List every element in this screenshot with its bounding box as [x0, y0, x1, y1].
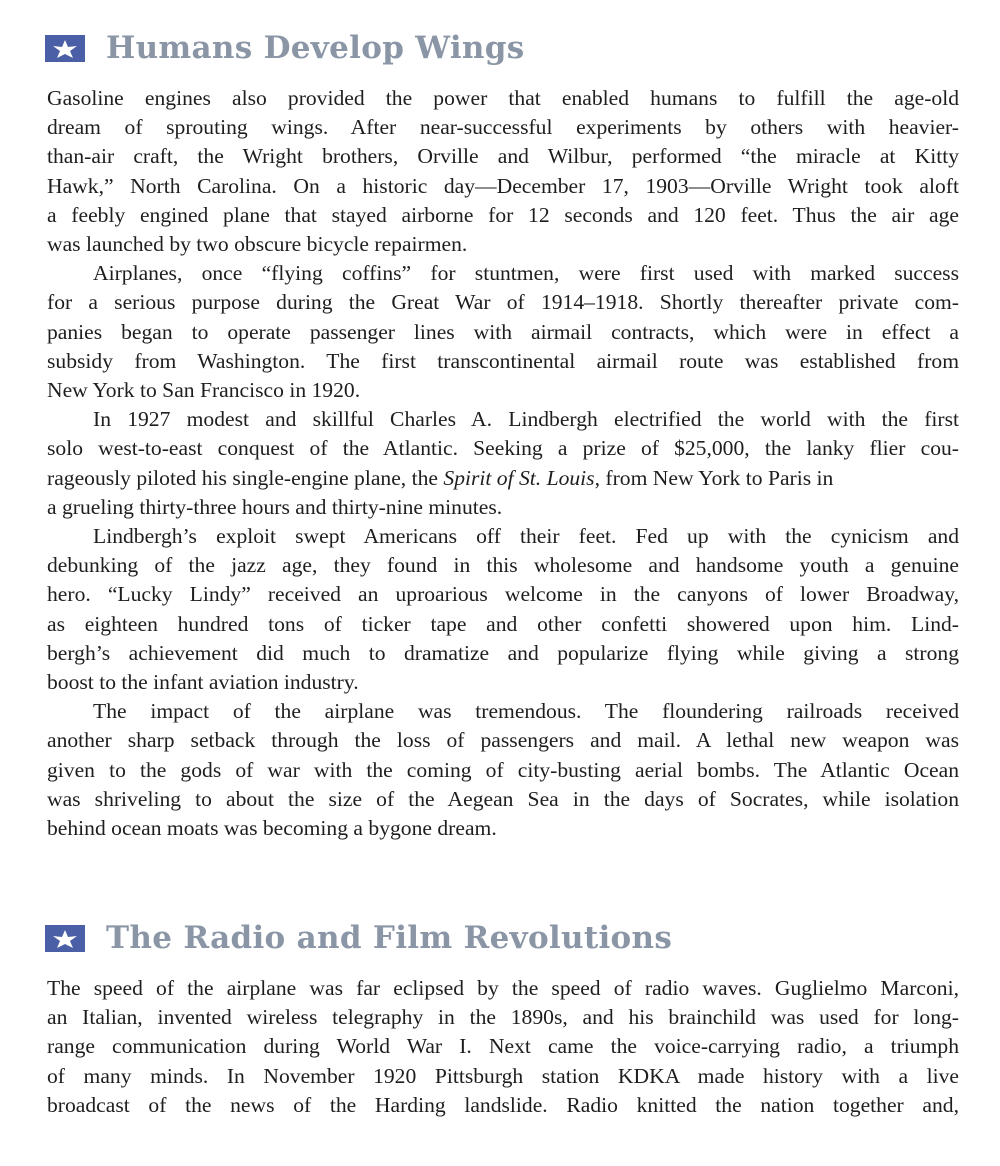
- paragraph: [47, 84, 959, 259]
- text-line: behind ocean moats was becoming a bygone dream.: [47, 816, 497, 841]
- text-line: given to the gods of war with the coming of city-busting aerial bombs. The Atlantic Ocean: [47, 757, 959, 782]
- text-line: hero. “Lucky Lindy” received an uproarious welcome in the canyons of lower Broadway,: [47, 582, 959, 607]
- text-segment: , from New York to Paris in: [594, 465, 834, 490]
- text-line: New York to San Francisco in 1920.: [47, 378, 361, 403]
- text-line: a feebly engined plane that stayed airborne for 12 seconds and 120 feet. Thus the air age: [47, 202, 959, 227]
- section-heading-humans-develop-wings: [45, 30, 525, 66]
- text-line: was launched by two obscure bicycle repairmen.: [47, 232, 468, 257]
- text-line: panies began to operate passenger lines with airmail contracts, which were in effect a: [47, 319, 959, 344]
- star-icon: [45, 925, 85, 952]
- text-line: Airplanes, once “flying coffins” for stuntmen, were first used with marked success: [93, 261, 959, 286]
- section-body-radio-and-film: [47, 974, 959, 1120]
- text-line: range communication during World War I. Next came the voice-carrying radio, a triumph: [47, 1034, 959, 1059]
- text-segment: rageously piloted his single-engine plane, the: [47, 465, 444, 490]
- text-line: Lindbergh’s exploit swept Americans off their feet. Fed up with the cynicism and: [93, 524, 959, 549]
- star-icon: [45, 35, 85, 62]
- text-line: In 1927 modest and skillful Charles A. Lindbergh electrified the world with the first: [93, 407, 959, 432]
- text-line: The impact of the airplane was tremendous. The floundering railroads received: [93, 699, 959, 724]
- text-line: an Italian, invented wireless telegraphy in the 1890s, and his brainchild was used for long-: [47, 1005, 959, 1030]
- text-line: a grueling thirty-three hours and thirty-nine minutes.: [47, 494, 503, 519]
- text-line: of many minds. In November 1920 Pittsburgh station KDKA made history with a live: [47, 1063, 959, 1088]
- paragraph: [47, 259, 959, 405]
- text-line-with-italic: [47, 464, 959, 493]
- text-line: another sharp setback through the loss of passengers and mail. A lethal new weapon was: [47, 728, 959, 753]
- text-line: subsidy from Washington. The first transcontinental airmail route was established from: [47, 348, 959, 373]
- text-line: solo west-to-east conquest of the Atlantic. Seeking a prize of $25,000, the lanky flier cou-: [47, 436, 959, 461]
- paragraph: [47, 405, 959, 522]
- paragraph: [47, 522, 959, 697]
- text-line: as eighteen hundred tons of ticker tape and other confetti showered upon him. Lind-: [47, 611, 959, 636]
- text-line: broadcast of the news of the Harding landslide. Radio knitted the nation together and,: [47, 1092, 959, 1117]
- text-line: dream of sprouting wings. After near-successful experiments by others with heavier-: [47, 115, 959, 140]
- text-line: Gasoline engines also provided the power that enabled humans to fulfill the age-old: [47, 86, 959, 110]
- text-line: The speed of the airplane was far eclipsed by the speed of radio waves. Guglielmo Marconi,: [47, 976, 959, 1000]
- text-line: was shriveling to about the size of the Aegean Sea in the days of Socrates, while isolation: [47, 786, 959, 811]
- section-heading-radio-and-film: [45, 920, 673, 956]
- text-line: for a serious purpose during the Great War of 1914–1918. Shortly thereafter private com-: [47, 290, 959, 315]
- paragraph: [47, 974, 959, 1120]
- text-line: debunking of the jazz age, they found in this wholesome and handsome youth a genuine: [47, 553, 959, 578]
- text-line: bergh’s achievement did much to dramatize and popularize flying while giving a strong: [47, 640, 959, 665]
- section-body-humans-develop-wings: [47, 84, 959, 843]
- paragraph: [47, 697, 959, 843]
- section-title: Humans Develop Wings: [106, 30, 525, 66]
- text-line: Hawk,” North Carolina. On a historic day—December 17, 1903—Orville Wright took aloft: [47, 173, 959, 198]
- ship-name-italic: Spirit of St. Louis: [443, 465, 595, 490]
- section-title: The Radio and Film Revolutions: [106, 920, 673, 956]
- text-line: boost to the infant aviation industry.: [47, 670, 359, 695]
- text-line: than-air craft, the Wright brothers, Orville and Wilbur, performed “the miracle at Kitty: [47, 144, 959, 169]
